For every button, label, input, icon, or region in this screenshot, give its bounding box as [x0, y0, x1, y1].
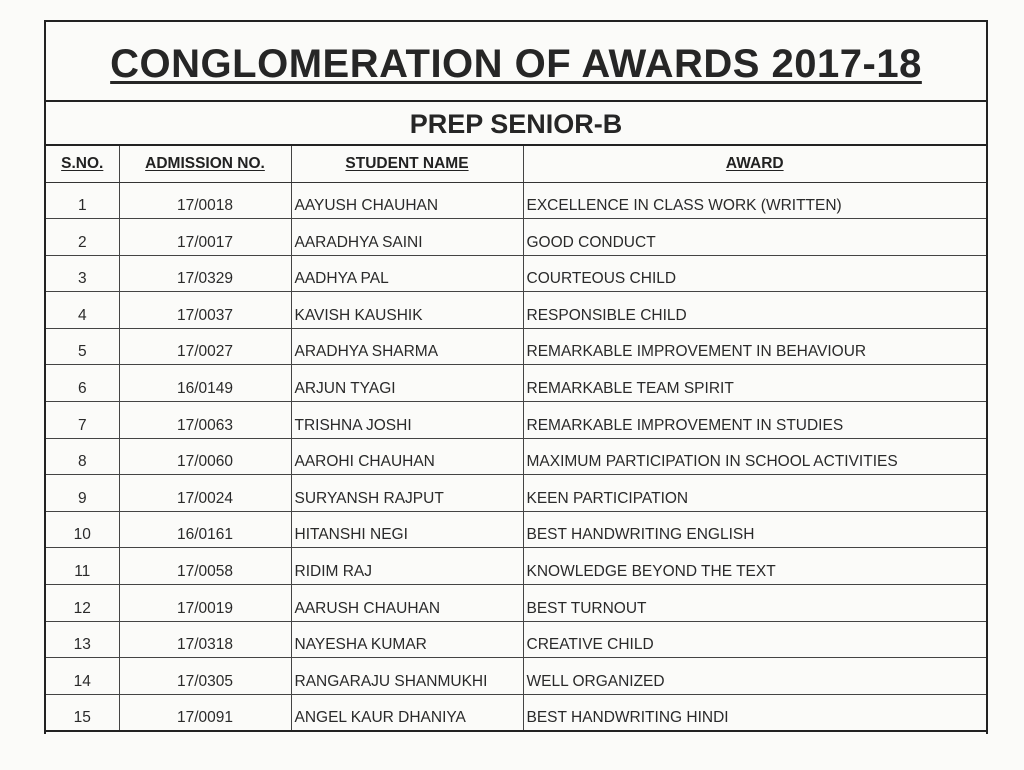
table-row — [46, 328, 986, 365]
table-row — [46, 402, 986, 439]
admission-number-cell: 16/0161 — [119, 511, 291, 548]
table-row — [46, 255, 986, 292]
award-cell: MAXIMUM PARTICIPATION IN SCHOOL ACTIVITIES — [523, 438, 986, 475]
header-award: AWARD — [523, 146, 986, 182]
table-row — [46, 438, 986, 475]
award-cell: EXCELLENCE IN CLASS WORK (WRITTEN) — [523, 182, 986, 219]
student-name-cell: RANGARAJU SHANMUKHI — [291, 658, 523, 695]
student-name-cell: AAROHI CHAUHAN — [291, 438, 523, 475]
serial-number-cell: 15 — [46, 694, 119, 731]
award-cell: BEST HANDWRITING ENGLISH — [523, 511, 986, 548]
serial-number-cell: 6 — [46, 365, 119, 402]
table-header-row — [46, 146, 986, 182]
student-name-cell: SURYANSH RAJPUT — [291, 475, 523, 512]
header-serial-number: S.NO. — [46, 146, 119, 182]
award-cell: KNOWLEDGE BEYOND THE TEXT — [523, 548, 986, 585]
serial-number-cell: 10 — [46, 511, 119, 548]
serial-number-cell: 7 — [46, 402, 119, 439]
award-cell: GOOD CONDUCT — [523, 219, 986, 256]
award-cell: RESPONSIBLE CHILD — [523, 292, 986, 329]
header-admission-number: ADMISSION NO. — [119, 146, 291, 182]
award-cell: CREATIVE CHILD — [523, 621, 986, 658]
serial-number-cell: 5 — [46, 328, 119, 365]
student-name-cell: HITANSHI NEGI — [291, 511, 523, 548]
student-name-cell: TRISHNA JOSHI — [291, 402, 523, 439]
table-row — [46, 365, 986, 402]
award-cell: REMARKABLE TEAM SPIRIT — [523, 365, 986, 402]
table-row — [46, 694, 986, 731]
student-name-cell: ANGEL KAUR DHANIYA — [291, 694, 523, 731]
student-name-cell: AAYUSH CHAUHAN — [291, 182, 523, 219]
document-title: CONGLOMERATION OF AWARDS 2017-18 — [110, 42, 922, 86]
admission-number-cell: 17/0091 — [119, 694, 291, 731]
table-row — [46, 292, 986, 329]
admission-number-cell: 17/0060 — [119, 438, 291, 475]
table-row — [46, 219, 986, 256]
serial-number-cell: 2 — [46, 219, 119, 256]
award-cell: COURTEOUS CHILD — [523, 255, 986, 292]
serial-number-cell: 14 — [46, 658, 119, 695]
admission-number-cell: 17/0024 — [119, 475, 291, 512]
title-row — [46, 22, 986, 102]
admission-number-cell: 17/0305 — [119, 658, 291, 695]
student-name-cell: AARADHYA SAINI — [291, 219, 523, 256]
serial-number-cell: 12 — [46, 585, 119, 622]
table-row — [46, 585, 986, 622]
admission-number-cell: 17/0058 — [119, 548, 291, 585]
student-name-cell: AADHYA PAL — [291, 255, 523, 292]
student-name-cell: RIDIM RAJ — [291, 548, 523, 585]
table-row — [46, 182, 986, 219]
student-name-cell: ARJUN TYAGI — [291, 365, 523, 402]
award-cell: REMARKABLE IMPROVEMENT IN STUDIES — [523, 402, 986, 439]
admission-number-cell: 17/0063 — [119, 402, 291, 439]
award-cell: BEST HANDWRITING HINDI — [523, 694, 986, 731]
serial-number-cell: 4 — [46, 292, 119, 329]
award-cell: KEEN PARTICIPATION — [523, 475, 986, 512]
serial-number-cell: 3 — [46, 255, 119, 292]
admission-number-cell: 17/0019 — [119, 585, 291, 622]
admission-number-cell: 17/0318 — [119, 621, 291, 658]
award-sheet — [44, 20, 988, 734]
student-name-cell: KAVISH KAUSHIK — [291, 292, 523, 329]
student-name-cell: AARUSH CHAUHAN — [291, 585, 523, 622]
student-name-cell: NAYESHA KUMAR — [291, 621, 523, 658]
subtitle-row — [46, 102, 986, 146]
admission-number-cell: 17/0017 — [119, 219, 291, 256]
header-student-name: STUDENT NAME — [291, 146, 523, 182]
table-row — [46, 548, 986, 585]
serial-number-cell: 8 — [46, 438, 119, 475]
admission-number-cell: 17/0329 — [119, 255, 291, 292]
award-cell: WELL ORGANIZED — [523, 658, 986, 695]
admission-number-cell: 17/0018 — [119, 182, 291, 219]
table-row — [46, 475, 986, 512]
awards-table — [46, 146, 986, 732]
serial-number-cell: 1 — [46, 182, 119, 219]
table-row — [46, 658, 986, 695]
serial-number-cell: 9 — [46, 475, 119, 512]
award-cell: REMARKABLE IMPROVEMENT IN BEHAVIOUR — [523, 328, 986, 365]
table-row — [46, 621, 986, 658]
table-row — [46, 511, 986, 548]
admission-number-cell: 16/0149 — [119, 365, 291, 402]
award-cell: BEST TURNOUT — [523, 585, 986, 622]
class-section-title: PREP SENIOR-B — [409, 109, 623, 139]
admission-number-cell: 17/0037 — [119, 292, 291, 329]
admission-number-cell: 17/0027 — [119, 328, 291, 365]
serial-number-cell: 11 — [46, 548, 119, 585]
student-name-cell: ARADHYA SHARMA — [291, 328, 523, 365]
serial-number-cell: 13 — [46, 621, 119, 658]
